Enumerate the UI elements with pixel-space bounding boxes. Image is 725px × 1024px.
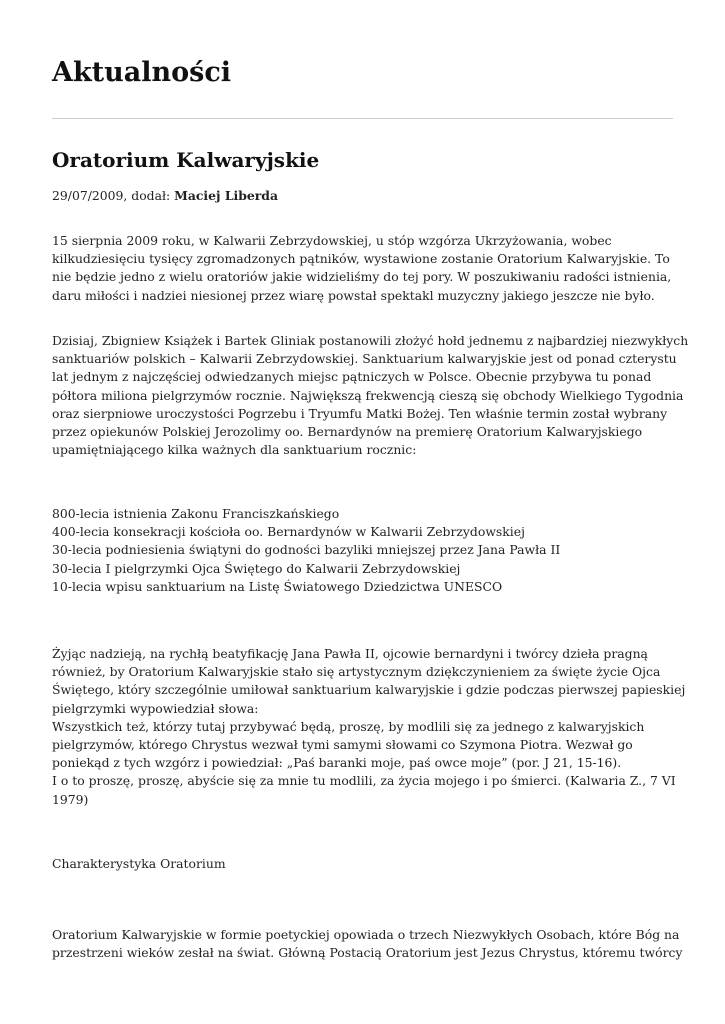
text-line: Dzisiaj, Zbigniew Książek i Bartek Gliniak postanowili złożyć hołd jednemu z najbardziej niezwykłych bbox=[52, 333, 689, 348]
text-line: daru miłości i nadziei niesionej przez wiarę powstał spektakl muzyczny jakiego jeszcze nie było. bbox=[52, 287, 655, 303]
list-item: 10-lecia wpisu sanktuarium na Listę Światowego Dziedzictwa UNESCO bbox=[52, 578, 503, 594]
text-line: nie będzie jedno z wielu oratoriów jakie widzieliśmy do tej pory. W poszukiwaniu radości istnienia, bbox=[52, 269, 672, 285]
article-date: 29/07/2009, dodał: bbox=[52, 188, 175, 203]
article-title: Oratorium Kalwaryjskie bbox=[52, 148, 320, 172]
text-line: kilkudziesięciu tysięcy zgromadzonych pątników, wystawione zostanie Oratorium Kalwaryjskie. To bbox=[52, 251, 670, 267]
subheading-characteristics bbox=[52, 855, 692, 873]
paragraph-characteristics bbox=[52, 926, 692, 962]
list-item: 400-lecia konsekracji kościoła oo. Bernardynów w Kalwarii Zebrzydowskiej bbox=[52, 524, 525, 540]
paragraph-intro bbox=[52, 232, 692, 305]
text-line: przestrzeni wieków zesłał na świat. Główną Postacią Oratorium jest Jezus Chrystus, któremu twórcy bbox=[52, 945, 683, 961]
text-line: oraz sierpniowe uroczystości Pogrzebu i Tryumfu Matki Bożej. Ten właśnie termin został wybrany bbox=[52, 405, 668, 421]
page-title: Aktualności bbox=[52, 57, 232, 88]
paragraph-sanctuary bbox=[52, 332, 692, 459]
text-line: 1979) bbox=[52, 791, 89, 807]
text-line: Żyjąc nadzieją, na rychłą beatyfikację Jana Pawła II, ojcowie bernardyni i twórcy dzieła pragną bbox=[52, 646, 648, 661]
text-line: Oratorium Kalwaryjskie w formie poetyckiej opowiada o trzech Niezwykłych Osobach, które Bóg na bbox=[52, 927, 680, 942]
text-line: Wszystkich też, którzy tutaj przybywać będą, proszę, by modlili się za jednego z kalwaryjskich bbox=[52, 718, 645, 734]
text-line: również, by Oratorium Kalwaryjskie stało się artystycznym dziękczynieniem za święte życie Ojca bbox=[52, 664, 661, 680]
article-author: Maciej Liberda bbox=[174, 188, 279, 203]
text-line: pielgrzymki wypowiedział słowa: bbox=[52, 700, 259, 716]
text-line: 15 sierpnia 2009 roku, w Kalwarii Zebrzydowskiej, u stóp wzgórza Ukrzyżowania, wobec bbox=[52, 233, 612, 248]
anniversaries-list bbox=[52, 505, 692, 596]
paragraph-beatification bbox=[52, 645, 692, 809]
text-line: lat jednym z najczęściej odwiedzanych miejsc pątniczych w Polsce. Obecnie przybywa tu ponad bbox=[52, 369, 652, 385]
text-line: upamiętniającego kilka ważnych dla sanktuarium rocznic: bbox=[52, 442, 417, 458]
text-line: sanktuariów polskich – Kalwarii Zebrzydowskiej. Sanktuarium kalwaryjskie jest od ponad czterystu bbox=[52, 351, 677, 367]
list-item: 800-lecia istnienia Zakonu Franciszkańskiego bbox=[52, 506, 340, 521]
text-line: Charakterystyka Oratorium bbox=[52, 856, 226, 871]
list-item: 30-lecia podniesienia świątyni do godności bazyliki mniejszej przez Jana Pawła II bbox=[52, 542, 561, 558]
text-line: pielgrzymów, którego Chrystus wezwał tymi samymi słowami co Szymona Piotra. Wezwał go bbox=[52, 737, 633, 753]
text-line: poniekąd z tych wzgórz i powiedział: „Paś baranki moje, paś owce moje” (por. J 21, 15-16). bbox=[52, 755, 622, 771]
text-line: przez opiekunów Polskiej Jerozolimy oo. Bernardynów na premierę Oratorium Kalwaryjskiego bbox=[52, 424, 643, 440]
text-line: półtora miliona pielgrzymów rocznie. Największą frekwencją cieszą się obchody Wielkiego Tygodnia bbox=[52, 387, 684, 403]
text-line: Świętego, który szczególnie umiłował sanktuarium kalwaryjskie i gdzie podczas pierwszej papieskiej bbox=[52, 682, 686, 698]
article-meta bbox=[52, 187, 278, 205]
text-line: I o to proszę, proszę, abyście się za mnie tu modlili, za życia mojego i po śmierci. (Kalwaria Z., 7 VI bbox=[52, 773, 676, 789]
title-divider bbox=[52, 118, 673, 119]
list-item: 30-lecia I pielgrzymki Ojca Świętego do Kalwarii Zebrzydowskiej bbox=[52, 560, 461, 576]
